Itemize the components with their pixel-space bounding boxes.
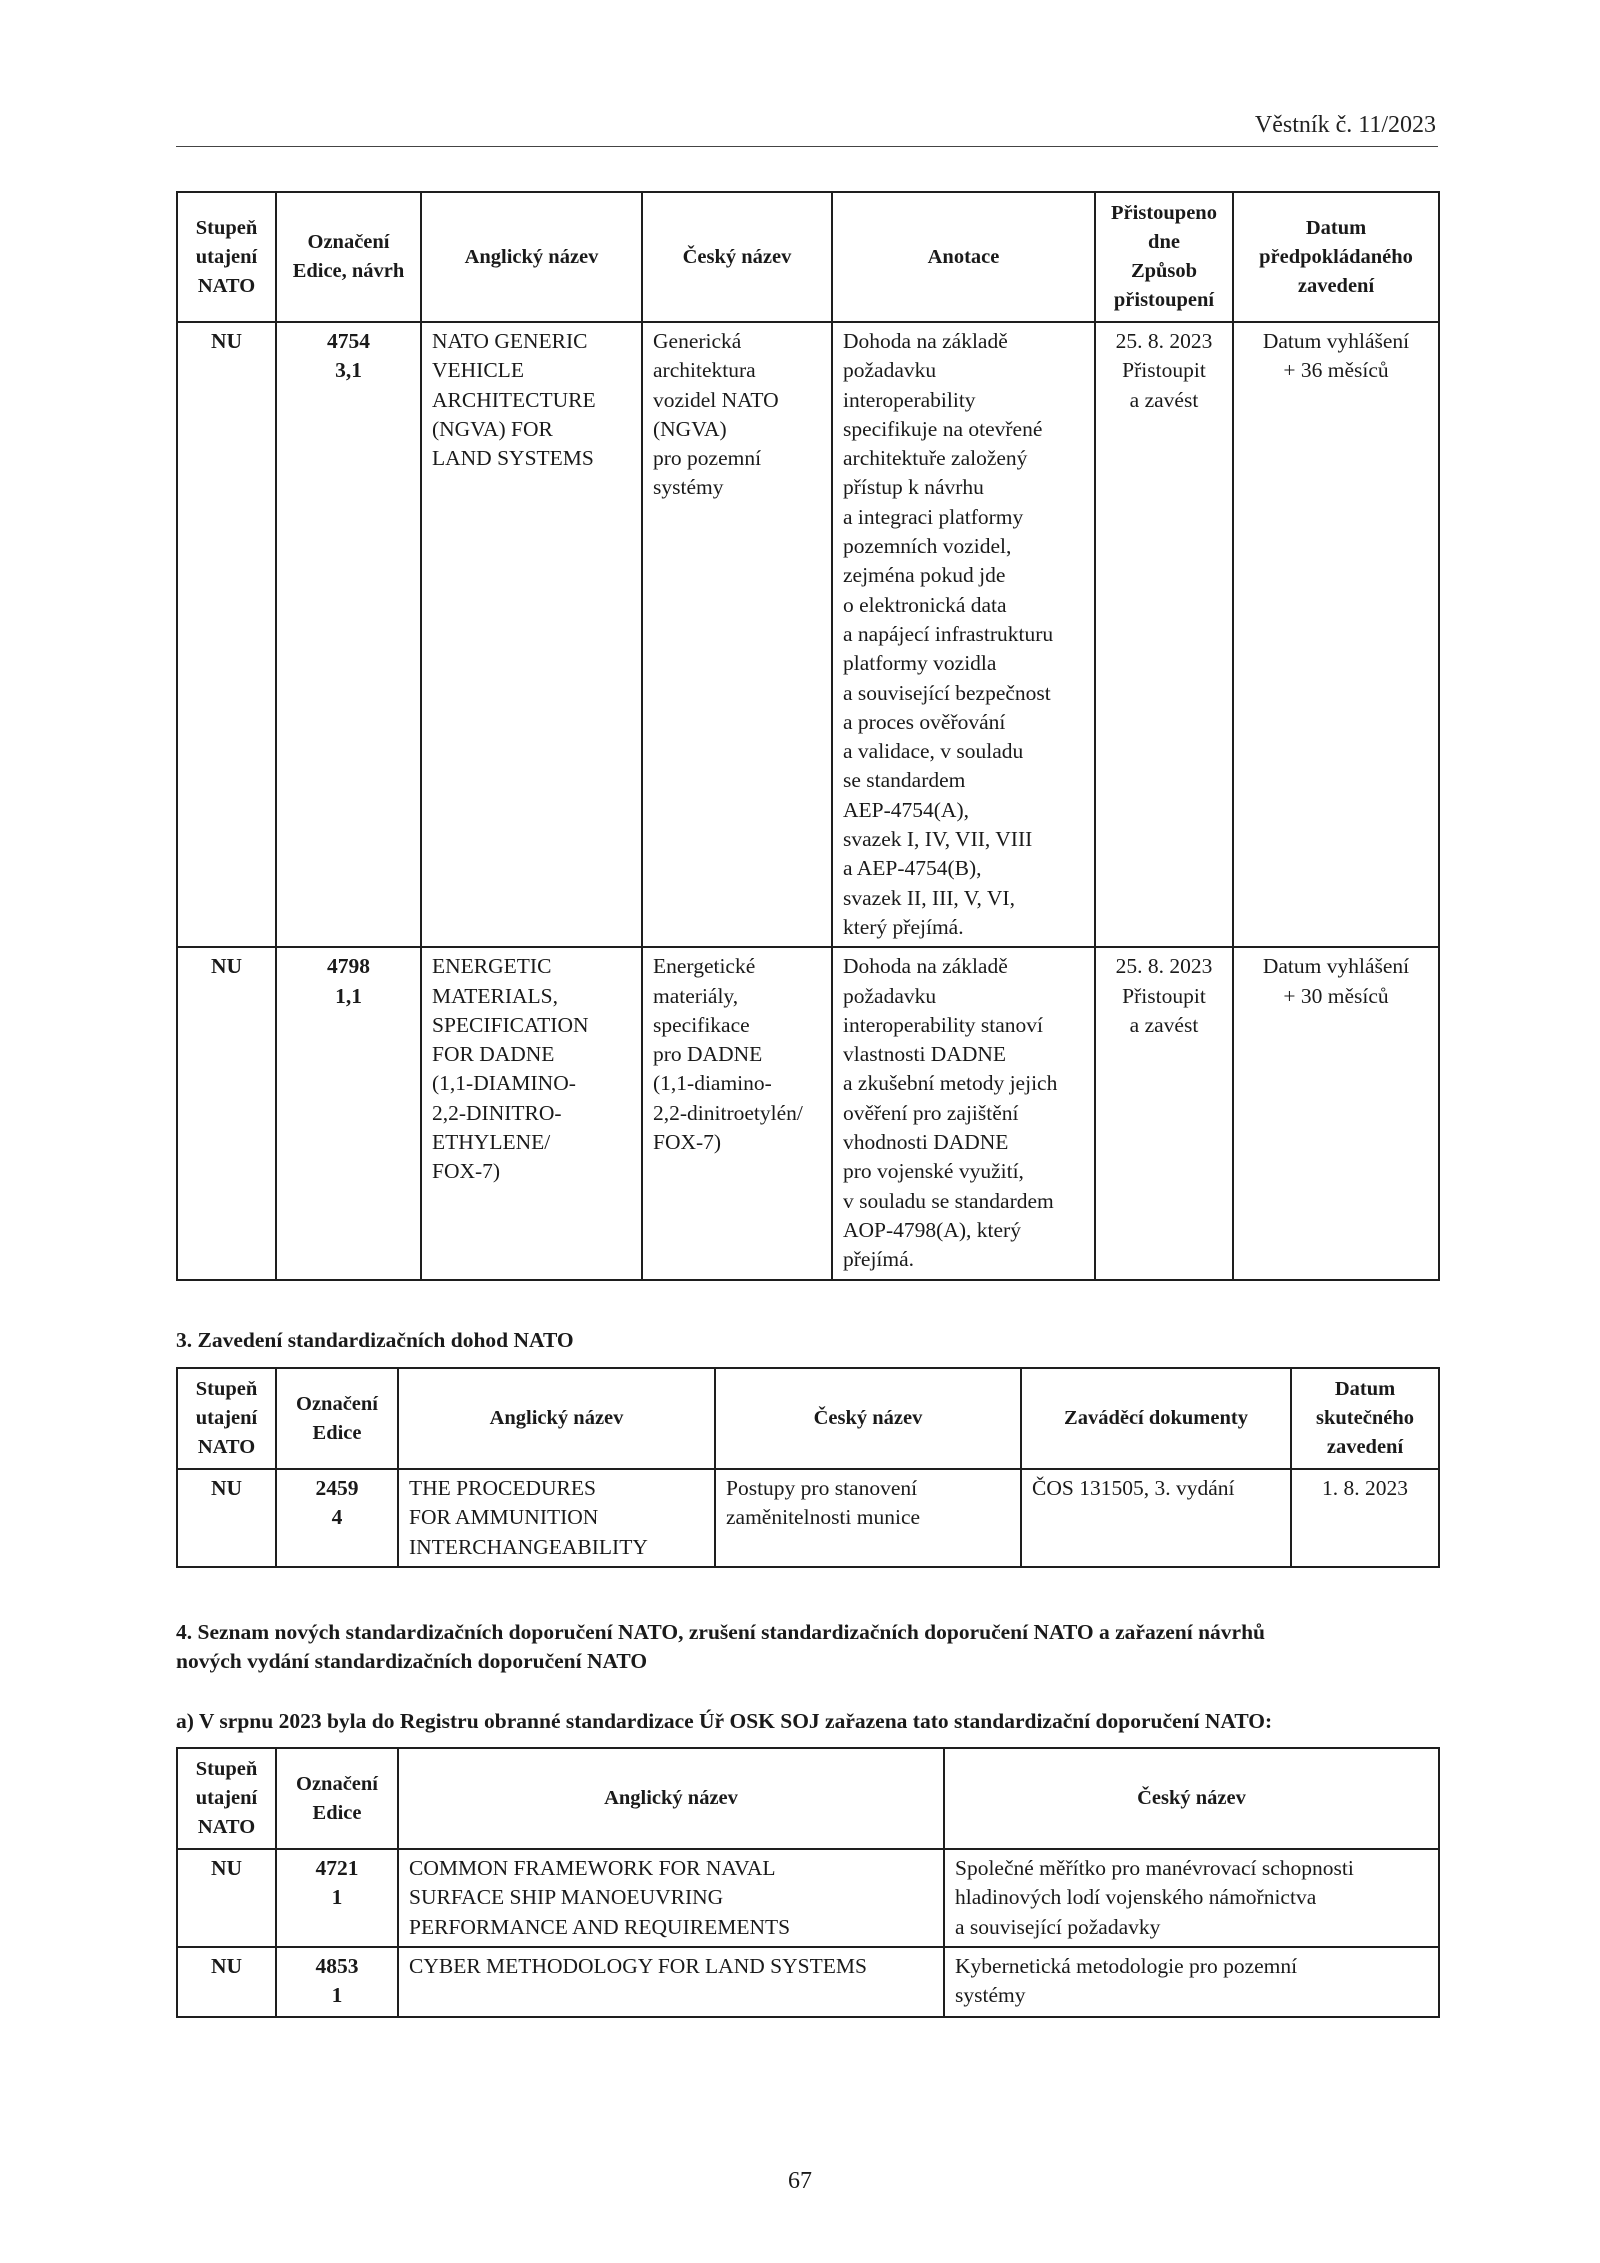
- cell-zavadeci: ČOS 131505, 3. vydání: [1021, 1469, 1291, 1567]
- table-standardization-agreements: [176, 191, 1440, 1281]
- header-anglicky: Anglický název: [421, 192, 642, 322]
- header-datum: Datum předpokládaného zavedení: [1233, 192, 1439, 322]
- header-cesky: Český název: [944, 1748, 1439, 1849]
- cell-anglicky: NATO GENERIC VEHICLE ARCHITECTURE (NGVA) FOR LAND SYSTEMS: [421, 322, 642, 947]
- table-header-row: [177, 192, 1439, 322]
- cell-anotace: Dohoda na základě požadavku interoperability specifikuje na otevřené architektuře založený přístup k návrhu a integraci platformy pozemních vozidel, zejména pokud jde o elektronická data a napájecí infrastrukturu platformy vozidla a související bezpečnost a proces ověřování a validace, v souladu se standardem AEP-4754(A), svazek I, IV, VII, VIII a AEP-4754(B), svazek II, III, V, VI, který přejímá.: [832, 322, 1095, 947]
- header-stupen: Stupeň utajení NATO: [177, 192, 276, 322]
- cell-anglicky: CYBER METHODOLOGY FOR LAND SYSTEMS: [398, 1947, 944, 2017]
- table-row: [177, 947, 1439, 1279]
- table-row: [177, 1469, 1439, 1567]
- cell-anglicky: ENERGETIC MATERIALS, SPECIFICATION FOR DADNE (1,1-DIAMINO- 2,2-DINITRO- ETHYLENE/ FOX-7): [421, 947, 642, 1279]
- table-row: [177, 322, 1439, 947]
- section4-heading: 4. Seznam nových standardizačních doporučení NATO, zrušení standardizačních doporučení NATO a zařazení návrhů nových vydání standardizačních doporučení NATO: [176, 1620, 1266, 1673]
- table-row: [177, 1947, 1439, 2017]
- header-cesky: Český název: [642, 192, 832, 322]
- cell-oznaceni: 2459 4: [276, 1469, 398, 1567]
- cell-cesky: Generická architektura vozidel NATO (NGVA) pro pozemní systémy: [642, 322, 832, 947]
- cell-stupen: NU: [177, 947, 276, 1279]
- cell-oznaceni: 4754 3,1: [276, 322, 421, 947]
- table-header-row: [177, 1368, 1439, 1469]
- cell-datum: Datum vyhlášení + 36 měsíců: [1233, 322, 1439, 947]
- header-stupen: Stupeň utajení NATO: [177, 1748, 276, 1849]
- cell-stupen: NU: [177, 1947, 276, 2017]
- cell-oznaceni: 4853 1: [276, 1947, 398, 2017]
- table-row: [177, 1849, 1439, 1947]
- header-cesky: Český název: [715, 1368, 1021, 1469]
- header-oznaceni: Označení Edice: [276, 1748, 398, 1849]
- section3-heading: 3. Zavedení standardizačních dohod NATO: [176, 1328, 574, 1352]
- cell-stupen: NU: [177, 322, 276, 947]
- cell-oznaceni: 4721 1: [276, 1849, 398, 1947]
- cell-anglicky: THE PROCEDURES FOR AMMUNITION INTERCHANGEABILITY: [398, 1469, 715, 1567]
- cell-cesky: Postupy pro stanovení zaměnitelnosti munice: [715, 1469, 1021, 1567]
- header-zavadeci: Zaváděcí dokumenty: [1021, 1368, 1291, 1469]
- header-oznaceni: Označení Edice: [276, 1368, 398, 1469]
- header-stupen: Stupeň utajení NATO: [177, 1368, 276, 1469]
- cell-cesky: Energetické materiály, specifikace pro DADNE (1,1-diamino- 2,2-dinitroetylén/ FOX-7): [642, 947, 832, 1279]
- header-anglicky: Anglický název: [398, 1748, 944, 1849]
- page-header: Věstník č. 11/2023: [1254, 112, 1436, 138]
- cell-cesky: Společné měřítko pro manévrovací schopnosti hladinových lodí vojenského námořnictva a související požadavky: [944, 1849, 1439, 1947]
- page-number: 67: [788, 2168, 812, 2194]
- cell-anotace: Dohoda na základě požadavku interoperability stanoví vlastnosti DADNE a zkušební metody jejich ověření pro zajištění vhodnosti DADNE pro vojenské využití, v souladu se standardem AOP-4798(A), který přejímá.: [832, 947, 1095, 1279]
- cell-datum: Datum vyhlášení + 30 měsíců: [1233, 947, 1439, 1279]
- table-header-row: [177, 1748, 1439, 1849]
- cell-stupen: NU: [177, 1469, 276, 1567]
- header-pristoupeno: Přistoupeno dne Způsob přistoupení: [1095, 192, 1233, 322]
- cell-stupen: NU: [177, 1849, 276, 1947]
- cell-cesky: Kybernetická metodologie pro pozemní systémy: [944, 1947, 1439, 2017]
- table-new-recommendations: [176, 1747, 1440, 2018]
- header-anglicky: Anglický název: [398, 1368, 715, 1469]
- cell-anglicky: COMMON FRAMEWORK FOR NAVAL SURFACE SHIP MANOEUVRING PERFORMANCE AND REQUIREMENTS: [398, 1849, 944, 1947]
- table-introduction-agreements: [176, 1367, 1440, 1568]
- header-divider: [176, 146, 1438, 147]
- header-oznaceni: Označení Edice, návrh: [276, 192, 421, 322]
- cell-pristoupeno: 25. 8. 2023 Přistoupit a zavést: [1095, 947, 1233, 1279]
- section4-subheading: a) V srpnu 2023 byla do Registru obranné standardizace Úř OSK SOJ zařazena tato standardizační doporučení NATO:: [176, 1709, 1273, 1733]
- cell-oznaceni: 4798 1,1: [276, 947, 421, 1279]
- header-datum: Datum skutečného zavedení: [1291, 1368, 1439, 1469]
- header-anotace: Anotace: [832, 192, 1095, 322]
- cell-datum: 1. 8. 2023: [1291, 1469, 1439, 1567]
- cell-pristoupeno: 25. 8. 2023 Přistoupit a zavést: [1095, 322, 1233, 947]
